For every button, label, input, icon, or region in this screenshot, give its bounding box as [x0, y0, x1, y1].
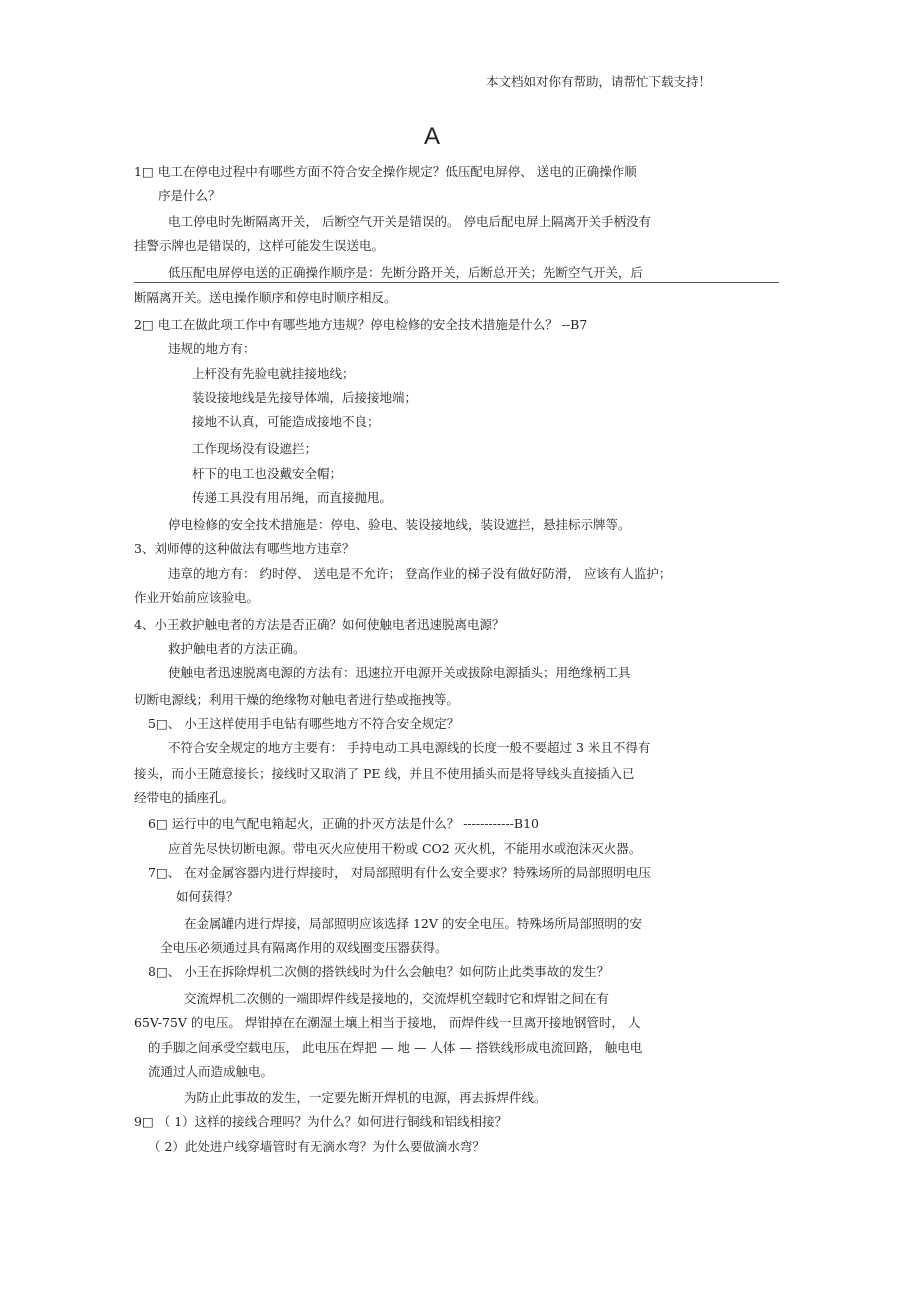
text-line: 65V-75V 的电压。 焊钳掉在在潮湿土壤上相当于接地， 而焊件线一旦离开接地钢管时， 人 — [134, 1015, 641, 1030]
text-line: 流通过人而造成触电。 — [148, 1064, 274, 1079]
text-line: （ 2）此处进户线穿墙管时有无滴水弯？为什么要做滴水弯？ — [148, 1139, 485, 1154]
text-line: 停电检修的安全技术措施是：停电、验电、装设接地线，装设遮拦，悬挂标示牌等。 — [168, 517, 631, 532]
text-line: 杆下的电工也没戴安全帽； — [192, 466, 343, 481]
text-line: 交流焊机二次侧的一端即焊件线是接地的，交流焊机空载时它和焊钳之间在有 — [184, 991, 610, 1006]
text-line: 6□ 运行中的电气配电箱起火，正确的扑灭方法是什么？ ------------B10 — [148, 816, 539, 831]
text-line: 使触电者迅速脱离电源的方法有：迅速拉开电源开关或拔除电源插头；用绝缘柄工具 — [168, 665, 631, 680]
text-line: 在金属罐内进行焊接，局部照明应该选择 12V 的安全电压。特殊场所局部照明的安 — [184, 916, 642, 931]
text-line: 8□、 小王在拆除焊机二次侧的搭铁线时为什么会触电？如何防止此类事故的发生？ — [148, 964, 610, 979]
text-line: 挂警示牌也是错误的，这样可能发生误送电。 — [134, 238, 385, 253]
text-line: 经带电的插座孔。 — [134, 790, 235, 805]
text-line: 2□ 电工在做此项工作中有哪些地方违规？停电检修的安全技术措施是什么？ --B7 — [134, 317, 588, 332]
text-line: 如何获得？ — [176, 889, 239, 904]
text-line: 违章的地方有： 约时停、 送电是不允许； 登高作业的梯子没有做好防滑， 应该有人监护； — [168, 566, 672, 581]
text-line: 4、小王救护触电者的方法是否正确？如何使触电者迅速脱离电源？ — [134, 617, 505, 632]
text-line: 违规的地方有： — [168, 341, 256, 356]
text-line: 装设接地线是先接导体端，后接接地端； — [192, 390, 418, 405]
text-line: 全电压必须通过具有隔离作用的双线圈变压器获得。 — [160, 940, 448, 955]
text-line: 接头，而小王随意接长；接线时又取消了 PE 线，并且不使用插头而是将导线头直接插入已 — [134, 766, 635, 781]
text-line: 接地不认真，可能造成接地不良； — [192, 414, 380, 429]
text-line: 为防止此事故的发生，一定要先断开焊机的电源，再去拆焊件线。 — [184, 1090, 547, 1105]
text-line: 切断电源线；利用干燥的绝缘物对触电者进行垫或拖拽等。 — [134, 692, 460, 707]
text-line: 工作现场没有设遮拦； — [192, 441, 318, 456]
text-line: 低压配电屏停电送的正确操作顺序是：先断分路开关，后断总开关；先断空气开关，后 — [168, 265, 644, 280]
horizontal-rule — [134, 282, 779, 283]
text-line: 上杆没有先验电就挂接地线； — [192, 366, 355, 381]
text-line: 应首先尽快切断电源。带电灭火应使用干粉或 CO2 灭火机，不能用水或泡沫灭火器。 — [168, 841, 642, 856]
text-line: 5□、 小王这样使用手电钻有哪些地方不符合安全规定？ — [148, 716, 460, 731]
text-line: 1□ 电工在停电过程中有哪些方面不符合安全操作规定？低压配电屏停、 送电的正确操作顺 — [134, 164, 637, 179]
text-line: 9□ （ 1）这样的接线合理吗？为什么？如何进行铜线和铝线相接？ — [134, 1114, 508, 1129]
text-line: 作业开始前应该验电。 — [134, 590, 260, 605]
text-line: 7□、 在对金属容器内进行焊接时， 对局部照明有什么安全要求？特殊场所的局部照明电压 — [148, 865, 651, 880]
header-note: 本文档如对你有帮助，请帮忙下载支持！ — [486, 74, 712, 89]
text-line: 电工停电时先断隔离开关， 后断空气开关是错误的。 停电后配电屏上隔离开关手柄没有 — [168, 214, 651, 229]
text-line: 断隔离开关。送电操作顺序和停电时顺序相反。 — [134, 290, 397, 305]
text-line: 传递工具没有用吊绳，而直接抛甩。 — [192, 490, 393, 505]
text-line: 救护触电者的方法正确。 — [168, 641, 306, 656]
text-line: 序是什么？ — [158, 188, 221, 203]
text-line: 不符合安全规定的地方主要有： 手持电动工具电源线的长度一般不要超过 3 米且不得有 — [168, 740, 651, 755]
text-line: 3、刘师傅的这种做法有哪些地方违章？ — [134, 541, 355, 556]
document-title: A — [424, 123, 441, 150]
text-line: 的手脚之间承受空载电压， 此电压在焊把 — 地 — 人体 — 搭铁线形成电流回路， 触电电 — [148, 1040, 643, 1055]
